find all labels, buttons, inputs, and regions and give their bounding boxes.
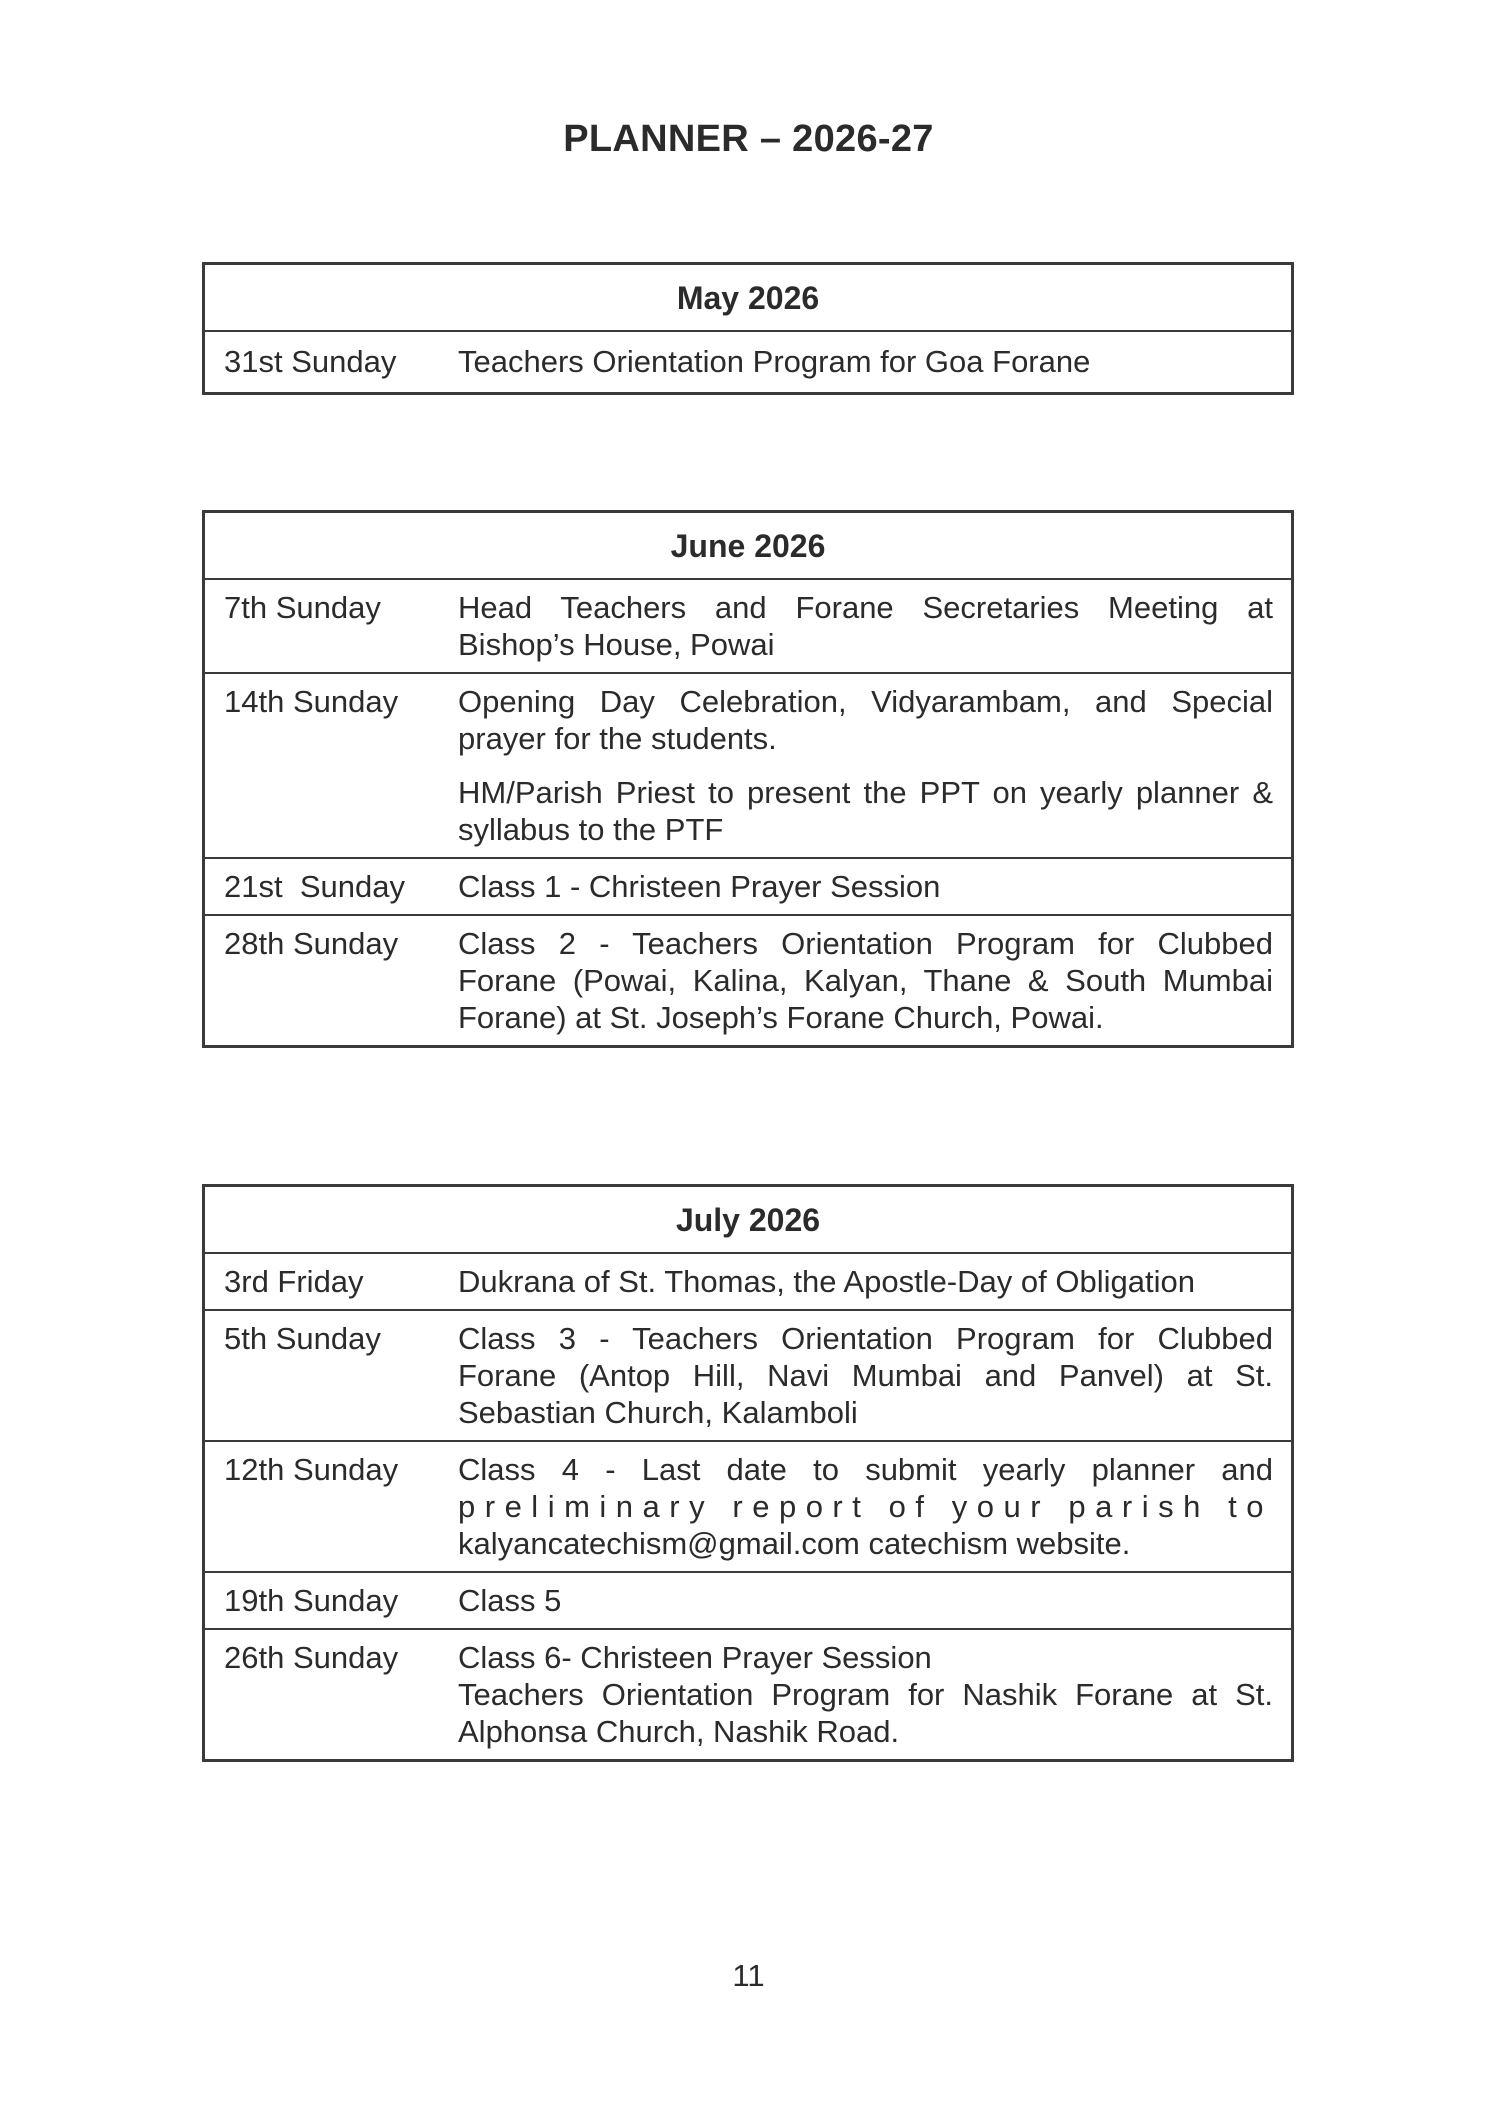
month-table-july: [202, 1184, 1294, 1762]
table-row: [205, 1311, 1291, 1442]
row-description: [458, 1582, 1291, 1619]
table-row: [205, 332, 1291, 392]
row-description: [458, 683, 1291, 848]
row-description-text: preliminary report of your parish to: [458, 1489, 1273, 1524]
month-table-june: [202, 510, 1294, 1048]
row-description-text: Class 5: [458, 1583, 562, 1618]
row-description-text: Class 1 - Christeen Prayer Session: [458, 869, 941, 904]
row-description: [458, 868, 1291, 905]
row-description-text: kalyancatechism@gmail.com catechism website.: [458, 1526, 1131, 1561]
table-row: [205, 859, 1291, 916]
row-description: [458, 1451, 1291, 1562]
row-date: 12th Sunday: [224, 1452, 399, 1487]
row-description-text: Teachers Orientation Program for Nashik Forane at St. Alphonsa Church, Nashik Road.: [458, 1677, 1273, 1749]
row-description-text: Head Teachers and Forane Secretaries Meeting at Bishop’s House, Powai: [458, 590, 1273, 662]
row-description: [458, 589, 1291, 663]
row-description: [458, 1263, 1291, 1300]
row-description-text: Class 6- Christeen Prayer Session: [458, 1640, 932, 1675]
row-description-text: Dukrana of St. Thomas, the Apostle-Day of Obligation: [458, 1264, 1195, 1299]
table-row: [205, 674, 1291, 859]
table-row: [205, 1442, 1291, 1573]
row-date: 26th Sunday: [224, 1640, 399, 1675]
month-header: May 2026: [205, 265, 1291, 332]
page-number: 11: [732, 1958, 765, 1993]
row-date: 14th Sunday: [224, 684, 399, 719]
page-title: PLANNER – 2026-27: [563, 118, 934, 160]
row-description-text: Class 2 - Teachers Orientation Program for Clubbed Forane (Powai, Kalina, Kalyan, Thane & South Mumbai Forane) at St. Joseph’s Forane Church, Powai.: [458, 926, 1273, 1035]
row-description-text: Teachers Orientation Program for Goa Forane: [458, 344, 1091, 379]
row-description-segment: Class 4 - Last date to submit yearly planner and: [458, 1452, 1273, 1487]
row-description: [458, 1639, 1291, 1750]
row-description-text: Class 3 - Teachers Orientation Program for Clubbed Forane (Antop Hill, Navi Mumbai and Panvel) at St. Sebastian Church, Kalamboli: [458, 1321, 1273, 1430]
table-row: [205, 580, 1291, 674]
month-header: July 2026: [205, 1187, 1291, 1254]
row-date: 31st Sunday: [224, 344, 397, 379]
row-date: 7th Sunday: [224, 590, 381, 625]
row-description: [458, 925, 1291, 1036]
table-row: [205, 1573, 1291, 1630]
row-date: 5th Sunday: [224, 1321, 381, 1356]
row-date: 3rd Friday: [224, 1264, 364, 1299]
month-header: June 2026: [205, 513, 1291, 580]
row-description: [458, 343, 1291, 380]
table-row: [205, 916, 1291, 1045]
row-date: 28th Sunday: [224, 926, 399, 961]
table-row: [205, 1254, 1291, 1311]
row-description: [458, 1320, 1291, 1431]
row-description-text: HM/Parish Priest to present the PPT on yearly planner & syllabus to the PTF: [458, 775, 1273, 847]
row-date: 19th Sunday: [224, 1583, 399, 1618]
table-row: [205, 1630, 1291, 1759]
row-description-text: [458, 1451, 1273, 1488]
row-date: 21st Sunday: [224, 869, 405, 904]
row-description-text: Opening Day Celebration, Vidyarambam, and Special prayer for the students.: [458, 684, 1273, 756]
month-table-may: [202, 262, 1294, 395]
